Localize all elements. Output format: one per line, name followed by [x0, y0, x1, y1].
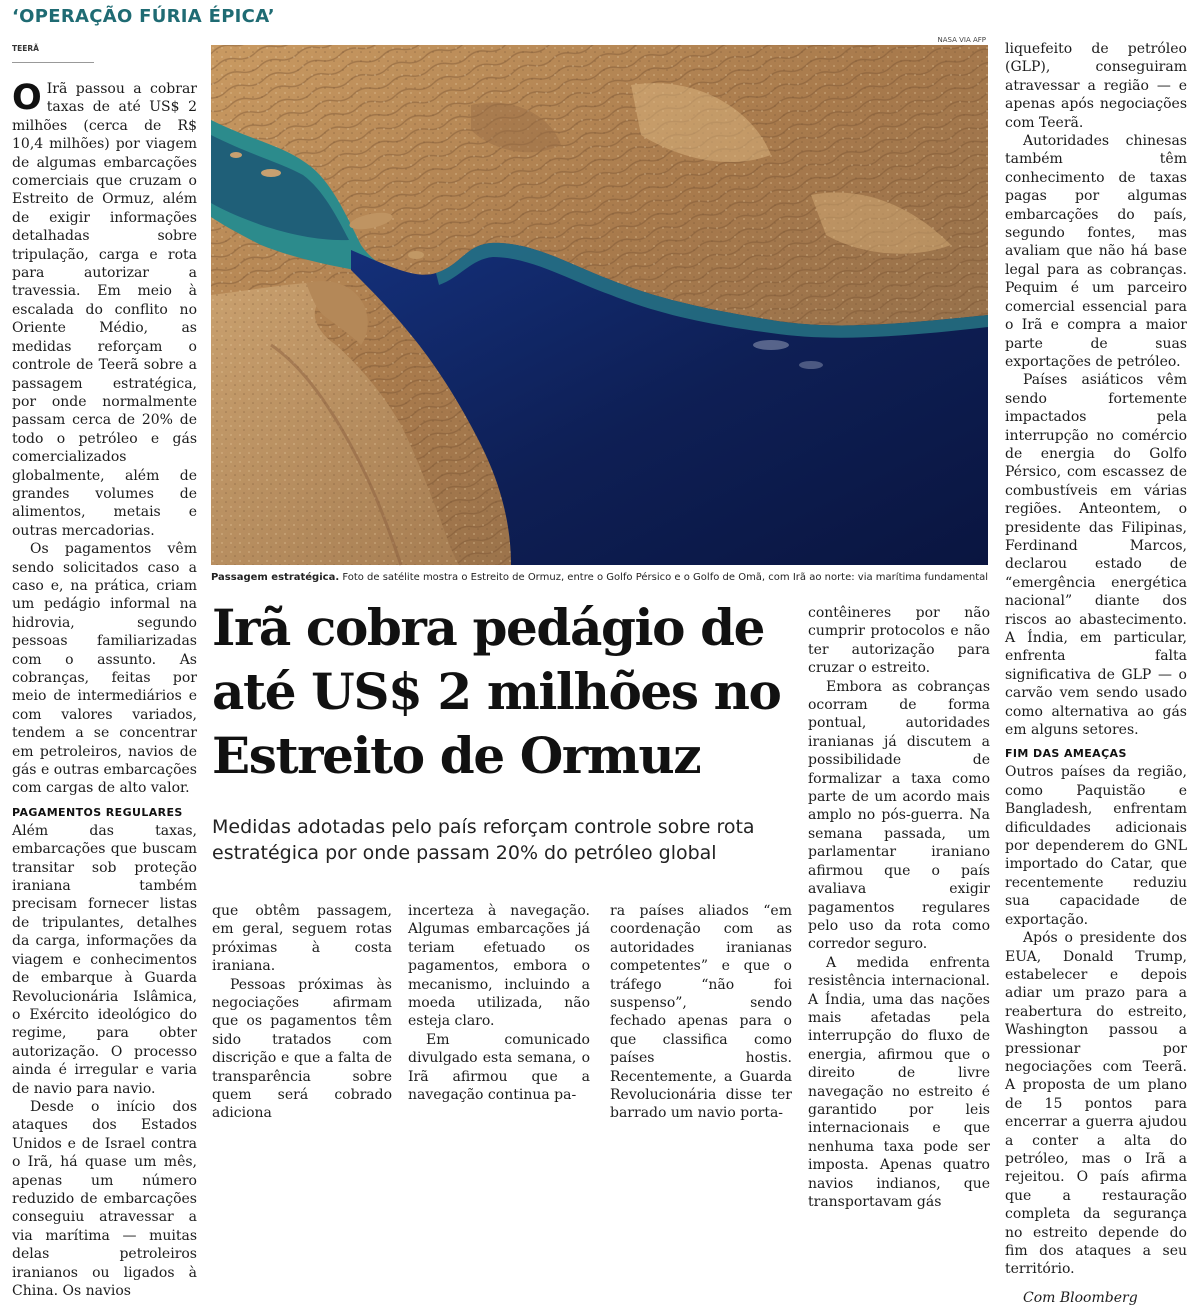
paragraph: ra países aliados “em coordenação com as autoridades iranianas competentes” e que o tráfego “não foi suspenso”, sendo fechado apenas para o que classifica como países hostis. Recentemente, a Guarda Revolucionária disse ter barrado um navio porta-	[610, 903, 792, 1122]
paragraph: Outros países da região, como Paquistão e Bangladesh, enfrentam dificuldades adicionais por dependerem do GNL importado do Catar, que recentemente reduziu sua capacidade de exportação.	[1005, 764, 1187, 928]
lead-paragraph	[12, 80, 197, 540]
deck: Medidas adotadas pelo país reforçam controle sobre rota estratégica por onde passam 20% do petróleo global	[212, 816, 755, 864]
article-column-5	[808, 604, 990, 1210]
paragraph: Desde o início dos ataques dos Estados Unidos e de Israel contra o Irã, há quase um mês, apenas um número reduzido de embarcações conseguiu atravessar a via marítima — muitas delas petroleiros iranianos ou ligados à China. Os navios	[12, 1098, 197, 1299]
article-column-6	[1005, 40, 1187, 1306]
paragraph: incerteza à navegação. Algumas embarcações já teriam efetuado os pagamentos, embora o mecanismo, incluindo a moeda utilizada, não esteja claro.	[408, 903, 590, 1030]
paragraph: Além das taxas, embarcações que buscam transitar sob proteção iraniana também precisam fornecer listas de tripulantes, detalhes da carga, informações da viagem e conhecimentos de embarque à Guarda Revolucionária Islâmica, o Exército ideológico do regime, para obter autorização. O processo ainda é irregular e varia de navio para navio.	[12, 822, 197, 1097]
article-column-2	[212, 902, 392, 1122]
article-column-3	[408, 902, 590, 1104]
article-column-4	[610, 902, 792, 1122]
dateline-rule	[12, 62, 94, 63]
satellite-photo	[211, 45, 988, 565]
paragraph: Em comunicado divulgado esta semana, o Irã afirmou que a navegação continua pa-	[408, 1031, 590, 1104]
paragraph: Após o presidente dos EUA, Donald Trump, estabelecer e depois adiar um prazo para a reabertura do estreito, Washington passou a pressionar por negociações com Teerã. A proposta de um plano de 15 pontos para encerrar a guerra ajudou a conter a alta do petróleo, mas o Irã a rejeitou. O país afirma que a restauração completa da segurança no estreito depende do fim dos ataques a seu território.	[1005, 930, 1187, 1278]
caption-lead: Passagem estratégica.	[211, 572, 340, 583]
byline: Com Bloomberg	[1023, 1289, 1138, 1306]
photo-credit: NASA VIA AFP	[937, 36, 986, 44]
caption-text: Foto de satélite mostra o Estreito de Ormuz, entre o Golfo Pérsico e o Golfo de Omã, com Irã ao norte: via marítima fundamental	[342, 572, 989, 583]
paragraph: A medida enfrenta resistência internacional. A Índia, uma das nações mais afetadas pela interrupção do fluxo de energia, afirmou que o direito de livre navegação no estreito é garantido por leis internacionais e que nenhuma taxa pode ser imposta. Apenas quatro navios indianos, que transportavam gás	[808, 954, 990, 1210]
article-column-1	[12, 78, 197, 1299]
paragraph: Países asiáticos vêm sendo fortemente impactados pela interrupção no comércio de energia do Golfo Pérsico, com escassez de combustíveis em várias regiões. Anteontem, o presidente das Filipinas, Ferdinand Marcos, declarou estado de “emergência energética nacional” diante dos riscos ao abastecimento. A Índia, em particular, enfrenta falta significativa de GLP — o carvão vem sendo usado como alternativa ao gás em alguns setores.	[1005, 372, 1187, 739]
headline: Irã cobra pedágio de até US$ 2 milhões no Estreito de Ormuz	[212, 598, 781, 785]
subhead-fim-das-ameacas: FIM DAS AMEAÇAS	[1005, 747, 1127, 761]
paragraph: contêineres por não cumprir protocolos e não ter autorização para cruzar o estreito.	[808, 605, 990, 677]
dropcap: O	[12, 78, 42, 118]
paragraph: Embora as cobranças ocorram de forma pontual, autoridades iranianas já discutem a possibilidade de formalizar a taxa como parte de um acordo mais amplo no pós-guerra. Na semana passada, um parlamentar iraniano afirmou que o país avaliava exigir pagamentos regulares pelo uso da rota como corredor seguro.	[808, 678, 990, 953]
section-kicker: ‘OPERAÇÃO FÚRIA ÉPICA’	[12, 6, 275, 27]
paragraph: que obtêm passagem, em geral, seguem rotas próximas à costa iraniana.	[212, 903, 392, 975]
dateline: TEERÃ	[12, 44, 39, 53]
paragraph: Pessoas próximas às negociações afirmam que os pagamentos têm sido tratados com discrição e que a falta de transparência sobre quem será cobrado adiciona	[212, 976, 392, 1122]
paragraph: Autoridades chinesas também têm conhecimento de taxas pagas por algumas embarcações do país, segundo fontes, mas avaliam que não há base legal para as cobranças. Pequim é um parceiro comercial essencial para o Irã e compra a maior parte de suas exportações de petróleo.	[1005, 133, 1187, 370]
subhead-pagamentos: PAGAMENTOS REGULARES	[12, 805, 183, 819]
paragraph: liquefeito de petróleo (GLP), conseguiram atravessar a região — e apenas após negociações com Teerã.	[1005, 41, 1187, 131]
lead-text: Irã passou a cobrar taxas de até US$ 2 milhões (cerca de R$ 10,4 milhões) por viagem de algumas embarcações comerciais que cruzam o Estreito de Ormuz, além de exigir informações detalhadas sobre tripulação, carga e rota para autorizar a travessia. Em meio à escalada do conflito no Oriente Médio, as medidas reforçam o controle de Teerã sobre a passagem estratégica, por onde normalmente passam cerca de 20% de todo o petróleo e gás comercializados globalmente, além de grandes volumes de alimentos, metais e outras mercadorias.	[12, 81, 197, 539]
photo-caption	[211, 571, 988, 584]
paragraph: Os pagamentos vêm sendo solicitados caso a caso e, na prática, criam um pedágio informal na hidrovia, segundo pessoas familiarizadas com o assunto. As cobranças, feitas por meio de intermediários e com valores variados, tendem a se concentrar em petroleiros, navios de gás e outras embarcações com cargas de alto valor.	[12, 541, 197, 797]
